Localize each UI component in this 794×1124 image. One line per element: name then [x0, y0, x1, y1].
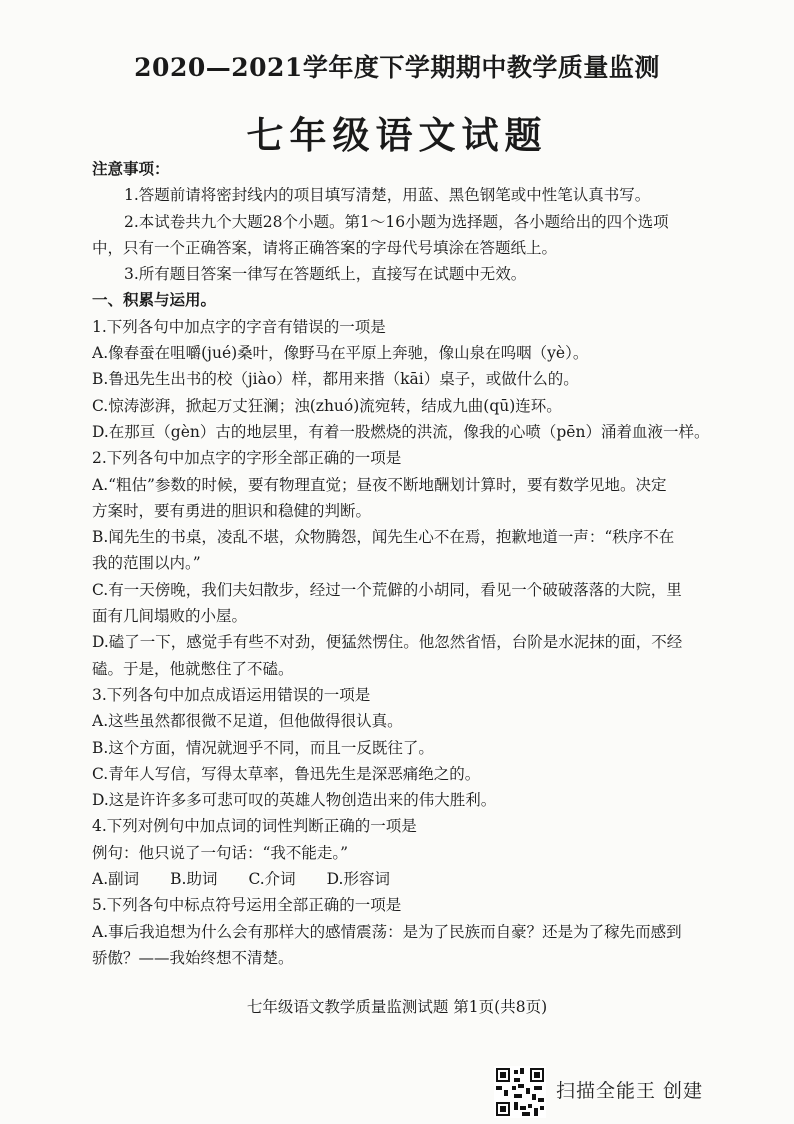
note-item: 1.答题前请将密封线内的项目填写清楚，用蓝、黑色钢笔或中性笔认真书写。 — [124, 186, 651, 205]
question-option: D.在那亘（gèn）古的地层里，有着一股燃烧的洪流，像我的心喷（pēn）涌着血液一样。 — [92, 422, 710, 441]
section-heading: 一、积累与运用。 — [92, 290, 217, 310]
note-item: 中，只有一个正确答案，请将正确答案的字母代号填涂在答题纸上。 — [92, 238, 558, 257]
question-option: A.“粗估”参数的时候，要有物理直觉；昼夜不断地酬划计算时，要有数学见地。决定 — [92, 475, 667, 494]
subject-title: 七年级语文试题 — [246, 113, 548, 157]
question-stem: 2.下列各句中加点字的字形全部正确的一项是 — [92, 449, 402, 468]
scanner-watermark: 扫描全能王 创建 — [556, 1080, 704, 1102]
exam-title: 2020—2021学年度下学期期中教学质量监测 — [134, 53, 660, 82]
notes-heading: 注意事项： — [92, 159, 170, 178]
question-option: 我的范围以内。” — [92, 554, 201, 573]
example-sentence: 例句：他只说了一句话：“我不能走。” — [92, 843, 349, 862]
question-option: 面有几间塌败的小屋。 — [92, 607, 248, 626]
question-option: A.这些虽然都很微不足道，但他做得很认真。 — [92, 712, 403, 731]
question-stem: 5.下列各句中标点符号运用全部正确的一项是 — [92, 896, 402, 915]
question-option: A.像春蚕在咀嚼(jué)桑叶，像野马在平原上奔驰，像山泉在呜咽（yè）。 — [92, 344, 589, 363]
question-option: D.磕了一下，感觉手有些不对劲，便猛然愣住。他忽然省悟，台阶是水泥抹的面，不经 — [92, 633, 683, 652]
question-option: B.这个方面，情况就迥乎不同，而且一反既往了。 — [92, 738, 434, 757]
question-stem: 3.下列各句中加点成语运用错误的一项是 — [92, 685, 371, 704]
question-option: C.惊涛澎湃，掀起万丈狂澜；浊(zhuó)流宛转，结成九曲(qū)连环。 — [92, 396, 562, 415]
question-option: A.副词 B.助词 C.介词 D.形容词 — [92, 870, 390, 889]
question-stem: 4.下列对例句中加点词的词性判断正确的一项是 — [92, 817, 417, 836]
page-footer: 七年级语文教学质量监测试题 第1页(共8页) — [246, 998, 548, 1016]
question-option: D.这是许许多多可悲可叹的英雄人物创造出来的伟大胜利。 — [92, 791, 497, 810]
note-item: 2.本试卷共九个大题28个小题。第1～16小题为选择题，各小题给出的四个选项 — [124, 212, 669, 231]
question-option: 骄傲？——我始终想不清楚。 — [92, 948, 294, 967]
question-stem: 1.下列各句中加点字的字音有错误的一项是 — [92, 317, 386, 336]
qr-code-icon — [494, 1066, 546, 1118]
question-option: B.闻先生的书桌，凌乱不堪，众物腾怨，闻先生心不在焉，抱歉地道一声：“秩序不在 — [92, 528, 675, 547]
exam-content — [92, 156, 732, 971]
note-item: 3.所有题目答案一律写在答题纸上，直接写在试题中无效。 — [124, 265, 527, 284]
question-option: C.青年人写信，写得太草率，鲁迅先生是深恶痛绝之的。 — [92, 764, 481, 783]
question-option: 磕。于是，他就憋住了不磕。 — [92, 659, 294, 678]
question-option: A.事后我追想为什么会有那样大的感情震荡：是为了民族而自豪？还是为了稼先而感到 — [92, 922, 682, 941]
question-option: C.有一天傍晚，我们夫妇散步，经过一个荒僻的小胡同，看见一个破破落落的大院，里 — [92, 580, 682, 599]
question-option: 方案时，要有勇进的胆识和稳健的判断。 — [92, 501, 372, 520]
question-option: B.鲁迅先生出书的校（jiào）样，都用来揩（kāi）桌子，或做什么的。 — [92, 370, 579, 389]
